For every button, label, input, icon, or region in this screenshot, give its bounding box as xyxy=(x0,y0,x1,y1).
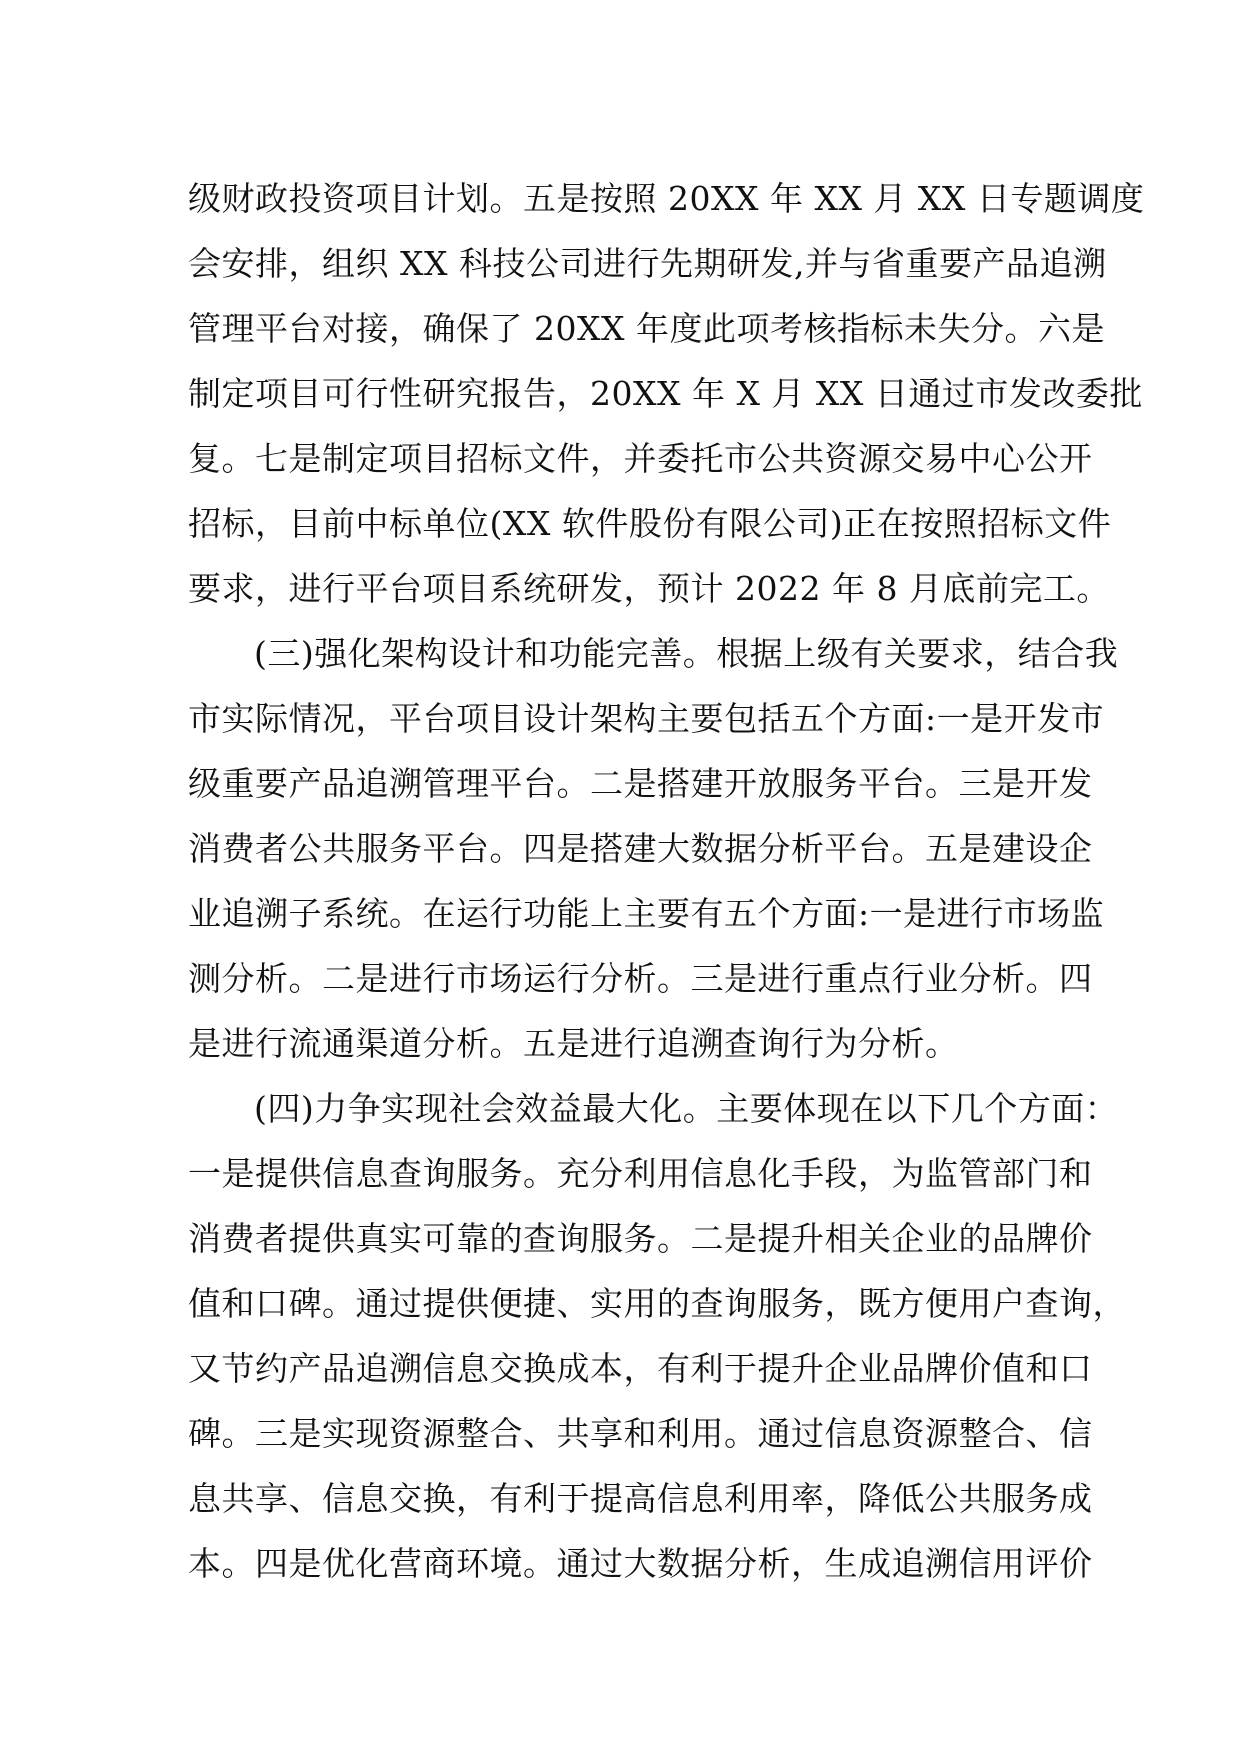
text-line: 消费者公共服务平台。四是搭建大数据分析平台。五是建设企 xyxy=(188,829,1093,868)
text-line: 复。七是制定项目招标文件，并委托市公共资源交易中心公开 xyxy=(188,439,1093,478)
text-line: 市实际情况，平台项目设计架构主要包括五个方面:一是开发市 xyxy=(188,699,1105,738)
text-line: 级重要产品追溯管理平台。二是搭建开放服务平台。三是开发 xyxy=(188,764,1093,803)
text-line: 是进行流通渠道分析。五是进行追溯查询行为分析。 xyxy=(188,1024,959,1063)
text-line-first: (四)力争实现社会效益最大化。主要体现在以下几个方面： xyxy=(254,1089,1119,1128)
text-line: 要求，进行平台项目系统研发，预计 2022 年 8 月底前完工。 xyxy=(188,569,1110,608)
text-line: 一是提供信息查询服务。充分利用信息化手段，为监管部门和 xyxy=(188,1154,1093,1193)
text-line: 值和口碑。通过提供便捷、实用的查询服务，既方便用户查询， xyxy=(188,1284,1126,1323)
text-line: 招标，目前中标单位(XX 软件股份有限公司)正在按照招标文件 xyxy=(188,504,1112,543)
text-line: 制定项目可行性研究报告，20XX 年 X 月 XX 日通过市发改委批 xyxy=(188,374,1143,413)
text-line-first: (三)强化架构设计和功能完善。根据上级有关要求，结合我 xyxy=(254,634,1119,673)
document-body xyxy=(188,166,1145,1596)
paragraph-project-plan xyxy=(188,166,1145,621)
text-line: 测分析。二是进行市场运行分析。三是进行重点行业分析。四 xyxy=(188,959,1093,998)
text-line: 消费者提供真实可靠的查询服务。二是提升相关企业的品牌价 xyxy=(188,1219,1093,1258)
text-line: 级财政投资项目计划。五是按照 20XX 年 XX 月 XX 日专题调度 xyxy=(188,179,1145,218)
text-line: 业追溯子系统。在运行功能上主要有五个方面:一是进行市场监 xyxy=(188,894,1105,933)
text-line: 会安排，组织 XX 科技公司进行先期研发,并与省重要产品追溯 xyxy=(188,244,1107,283)
paragraph-social-benefits xyxy=(188,1076,1126,1596)
text-line: 息共享、信息交换，有利于提高信息利用率，降低公共服务成 xyxy=(188,1479,1093,1518)
text-line: 碑。三是实现资源整合、共享和利用。通过信息资源整合、信 xyxy=(188,1414,1093,1453)
paragraph-architecture-design xyxy=(188,621,1119,1076)
text-line: 管理平台对接，确保了 20XX 年度此项考核指标未失分。六是 xyxy=(188,309,1105,348)
text-line: 本。四是优化营商环境。通过大数据分析，生成追溯信用评价 xyxy=(188,1544,1093,1583)
text-line: 又节约产品追溯信息交换成本，有利于提升企业品牌价值和口 xyxy=(188,1349,1093,1388)
